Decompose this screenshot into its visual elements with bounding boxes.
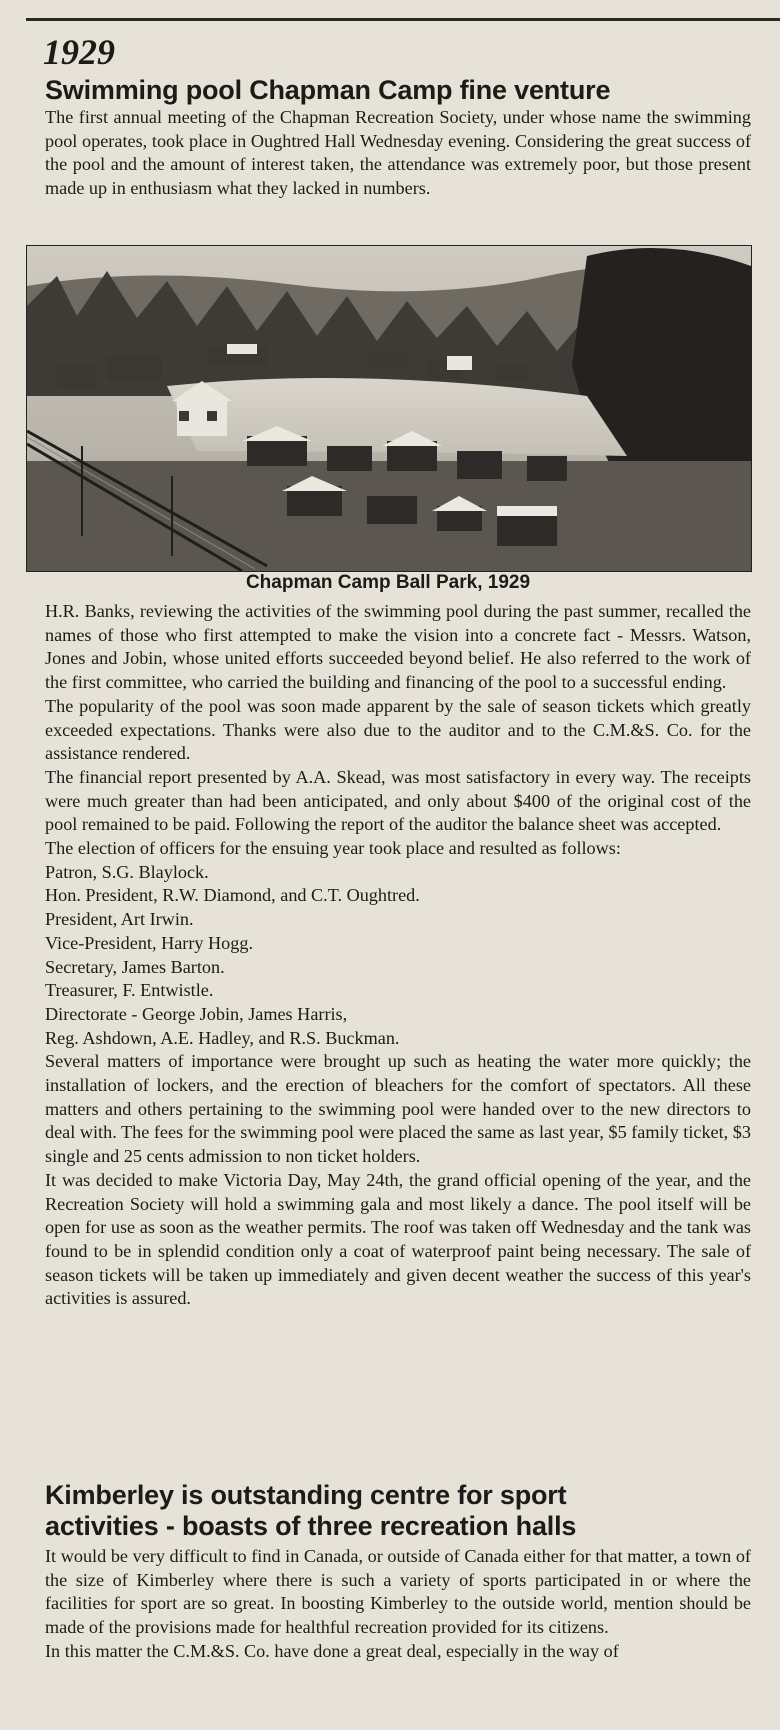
kimberley-headline: [45, 1480, 576, 1542]
officer-line: Patron, S.G. Blaylock.: [45, 861, 209, 882]
ball-park-photo: [26, 245, 752, 572]
officer-line: Directorate - George Jobin, James Harris,: [45, 1003, 348, 1024]
paragraph: The financial report presented by A.A. Skead, was most satisfactory in every way. The receipts were much greater than had been anticipated, and only about $400 of the original cost of the pool remained to be paid. Following the report of the auditor the balance sheet was accepted.: [45, 766, 751, 835]
officer-line: Secretary, James Barton.: [45, 956, 225, 977]
kimberley-body: [45, 1545, 751, 1664]
year-heading: 1929: [43, 32, 115, 72]
officer-line: Treasurer, F. Entwistle.: [45, 980, 214, 1001]
officer-line: President, Art Irwin.: [45, 909, 194, 930]
swimming-pool-intro: [45, 106, 751, 201]
paragraph: The popularity of the pool was soon made apparent by the sale of season tickets which greatly exceeded expectations. Thanks were also due to the auditor and to the C.M.&S. Co. for the assistance rendered.: [45, 695, 751, 764]
officer-line: Reg. Ashdown, A.E. Hadley, and R.S. Buckman.: [45, 1027, 400, 1048]
ball-park-photo-illustration: [27, 246, 751, 571]
intro-paragraph: The first annual meeting of the Chapman Recreation Society, under whose name the swimming pool operates, took place in Oughtred Hall Wednesday evening. Considering the great success of the pool and the amount of interest taken, the attendance was extremely poor, but those present made up in enthusiasm what they lacked in numbers.: [45, 107, 751, 199]
kimberley-headline-line2: activities - boasts of three recreation halls: [45, 1511, 577, 1541]
officer-line: Vice-President, Harry Hogg.: [45, 932, 254, 953]
swimming-pool-body: [45, 600, 751, 1311]
paragraph: In this matter the C.M.&S. Co. have done a great deal, especially in the way of: [45, 1640, 619, 1661]
top-rule: [26, 18, 780, 21]
paragraph: It would be very difficult to find in Canada, or outside of Canada either for that matter, a town of the size of Kimberley where there is such a variety of sports participated in or where the facilities for sport are so great. In boosting Kimberley to the outside world, mention should be made of the provisions made for healthful recreation provided for its citizens.: [45, 1546, 751, 1638]
paragraph: H.R. Banks, reviewing the activities of the swimming pool during the past summer, recalled the names of those who first attempted to make the vision into a concrete fact - Messrs. Watson, Jones and Jobin, whose united efforts succeeded beyond belief. He also referred to the work of the first committee, who carried the building and financing of the pool to a successful ending.: [45, 601, 751, 693]
photo-caption: Chapman Camp Ball Park, 1929: [245, 572, 531, 593]
swimming-pool-headline: Swimming pool Chapman Camp fine venture: [45, 75, 611, 105]
paragraph: It was decided to make Victoria Day, May 24th, the grand official opening of the year, and the Recreation Society will hold a swimming gala and most likely a dance. The pool itself will be open for use as soon as the weather permits. The roof was taken off Wednesday and the tank was found to be in splendid condition only a coat of waterproof paint being necessary. The sale of season tickets will be taken up immediately and given decent weather the success of this year's activities is assured.: [45, 1169, 751, 1309]
kimberley-headline-line1: Kimberley is outstanding centre for sport: [45, 1480, 567, 1510]
officer-line: Hon. President, R.W. Diamond, and C.T. Oughtred.: [45, 885, 420, 906]
paragraph: Several matters of importance were brought up such as heating the water more quickly; the installation of lockers, and the erection of bleachers for the comfort of spectators. All these matters and others pertaining to the swimming pool were handed over to the new directors to deal with. The fees for the swimming pool were placed the same as last year, $5 family ticket, $3 single and 25 cents admission to non ticket holders.: [45, 1051, 751, 1167]
paragraph: The election of officers for the ensuing year took place and resulted as follows:: [45, 838, 621, 859]
